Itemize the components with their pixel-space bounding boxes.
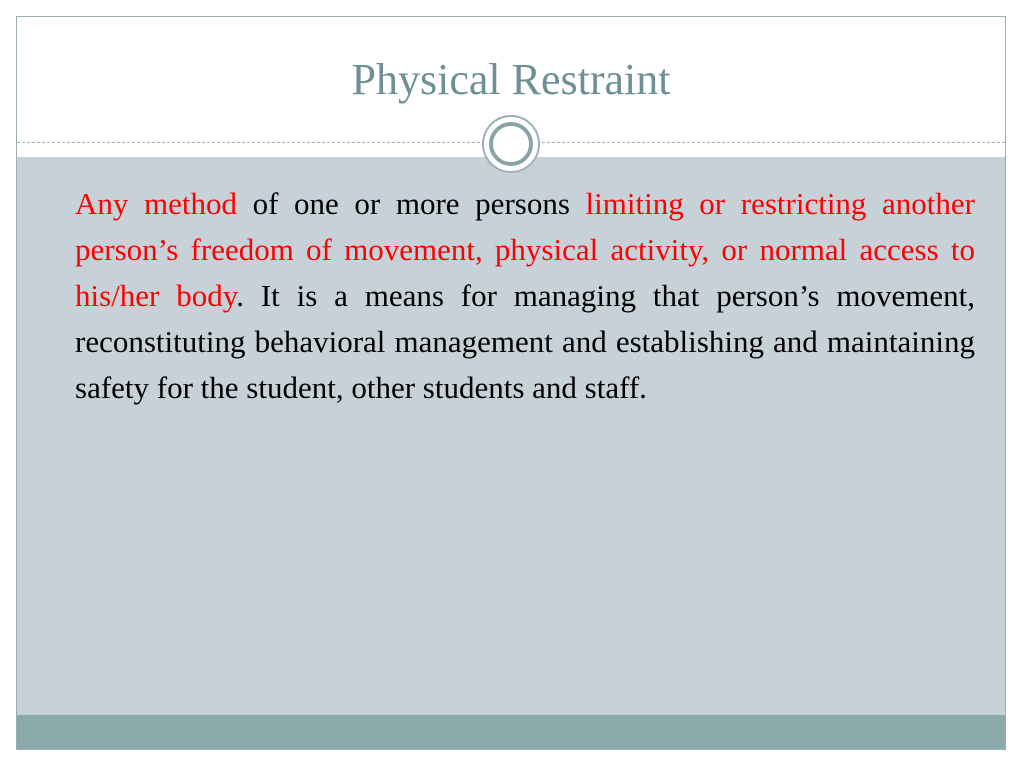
slide-frame (16, 16, 1006, 750)
bottom-band (17, 715, 1005, 750)
body-segment-limiting: limiting or restricting another person’s freedom of movement, physical activity, or normal access to his/her body (75, 186, 976, 313)
circle-ornament-icon (482, 115, 540, 173)
body-segment-persons: of one or more persons (237, 186, 586, 221)
slide-title: Physical Restraint (351, 55, 671, 104)
body-segment-any-method: Any method (75, 186, 237, 221)
body-segment-means: . It is a means for managing that person’s movement, reconstituting behavioral management and establishing and maintaining safety for the student, other students and staff. (75, 278, 976, 405)
body-paragraph (75, 181, 975, 411)
circle-ornament-inner (489, 122, 533, 166)
